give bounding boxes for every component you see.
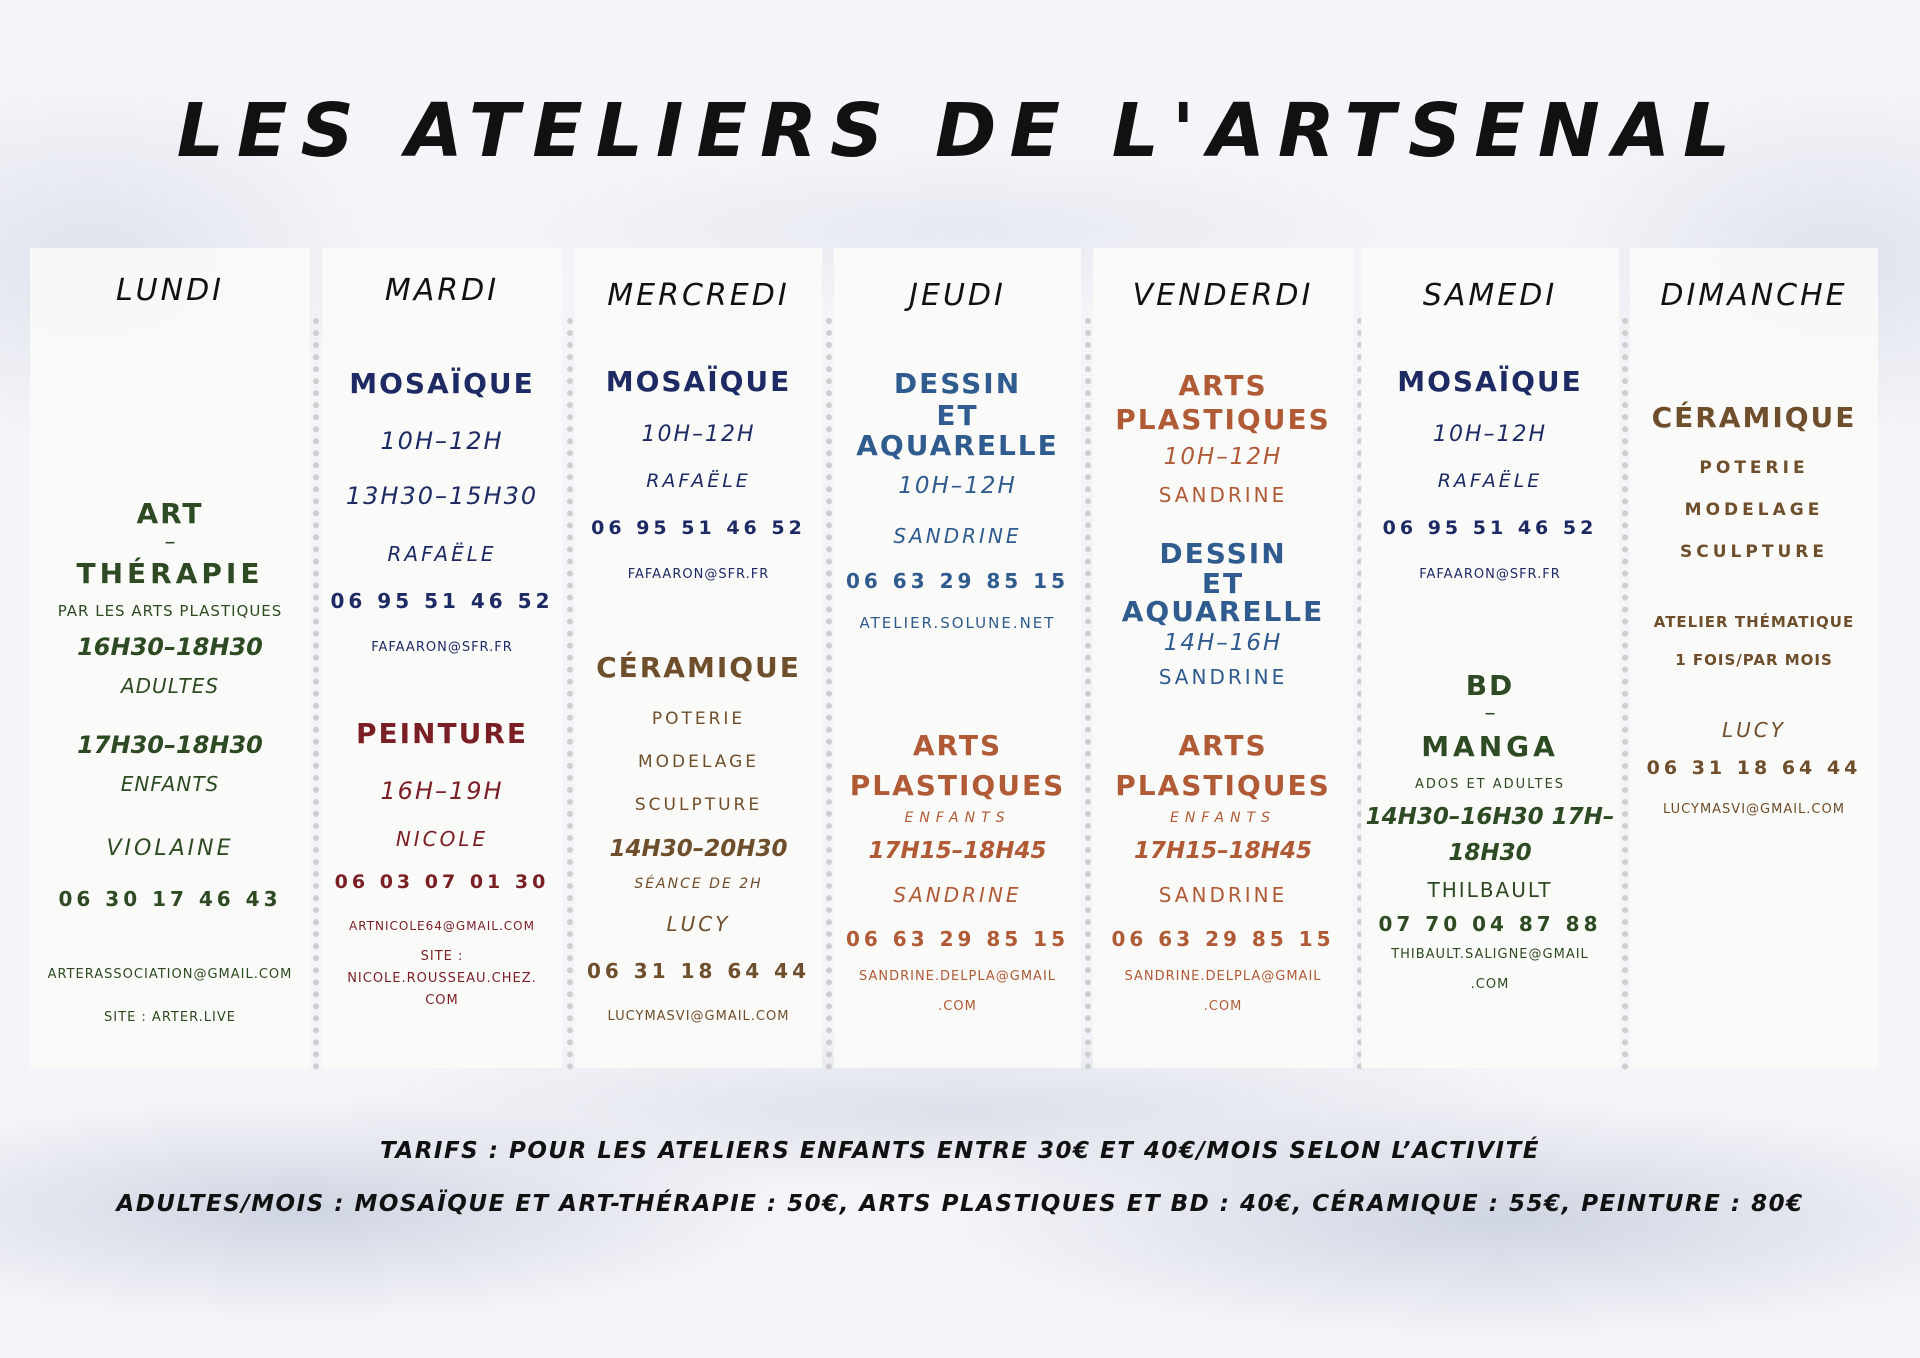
session-note: 1 FOIS/PAR MOIS (1675, 651, 1833, 669)
activity-title: ART (136, 497, 204, 530)
teacher-name: LUCY (666, 912, 731, 936)
teacher-name: THILBAULT (1427, 878, 1553, 902)
schedule-time: 18H30 (1448, 840, 1532, 866)
activity-title: THÉRAPIE (76, 557, 264, 590)
activity-title: DESSIN (1159, 537, 1287, 570)
schedule-time: 17H30–18H30 (77, 731, 263, 759)
phone-number: 06 03 07 01 30 (334, 871, 550, 893)
activity-title: ET (936, 399, 979, 432)
phone-number: 07 70 04 87 88 (1378, 912, 1602, 936)
phone-number: 06 31 18 64 44 (586, 959, 810, 983)
email-link[interactable]: ARTNICOLE64@GMAIL.COM (349, 919, 535, 933)
phone-number: 06 63 29 85 15 (845, 927, 1069, 951)
activity-subtitle: ENFANTS (904, 810, 1011, 826)
phone-number: 06 63 29 85 15 (1111, 927, 1335, 951)
activity-title: CÉRAMIQUE (1651, 401, 1857, 434)
website-link[interactable]: ATELIER.SOLUNE.NET (859, 614, 1056, 632)
column-separator (826, 318, 832, 1070)
audience-label: ENFANTS (120, 772, 220, 796)
technique-item: SCULPTURE (634, 795, 763, 815)
phone-number: 06 31 18 64 44 (1646, 757, 1862, 779)
column-separator (1622, 318, 1628, 1070)
teacher-name: SANDRINE (893, 524, 1022, 548)
pricing-adults: ADULTES/MOIS : MOSAÏQUE ET ART-THÉRAPIE : 50€, ARTS PLASTIQUES ET BD : 40€, CÉRAMIQUE : 55€, PEINTURE : 80€ (116, 1191, 1804, 1217)
schedule-time: 10H–12H (380, 427, 504, 455)
session-note: SÉANCE DE 2H (634, 876, 763, 892)
schedule-time: 13H30–15H30 (345, 482, 539, 510)
activity-subtitle: ENFANTS (1169, 810, 1277, 826)
email-link[interactable]: .COM (938, 999, 977, 1014)
day-column-samedi (1361, 248, 1619, 1068)
day-name: SAMEDI (1422, 278, 1558, 313)
email-link[interactable]: FAFAARON@SFR.FR (371, 640, 513, 655)
column-separator (567, 318, 573, 1070)
schedule-time: 10H–12H (641, 422, 756, 447)
day-name: MARDI (384, 273, 500, 308)
activity-title: ARTS (912, 729, 1003, 762)
day-column-mardi (322, 248, 562, 1068)
day-name: VENDERDI (1132, 278, 1314, 313)
email-link[interactable]: SANDRINE.DELPLA@GMAIL (858, 969, 1057, 984)
activity-title: ARTS (1178, 369, 1268, 402)
activity-title: PLASTIQUES (1115, 769, 1331, 802)
activity-title: MANGA (1421, 730, 1559, 763)
activity-title: MOSAÏQUE (605, 365, 792, 398)
title-dash: – (164, 530, 176, 555)
website-link[interactable]: COM (425, 993, 459, 1008)
schedule-time: 10H–12H (1163, 444, 1283, 470)
day-column-jeudi (834, 248, 1081, 1068)
activity-title: MOSAÏQUE (1397, 365, 1583, 398)
audience-label: ADULTES (120, 674, 220, 698)
schedule-time: 16H–19H (380, 777, 504, 805)
day-name: MERCREDI (607, 278, 790, 313)
email-link[interactable]: .COM (1203, 999, 1243, 1014)
email-link[interactable]: SANDRINE.DELPLA@GMAIL (1124, 969, 1322, 984)
teacher-name: RAFAËLE (387, 542, 497, 566)
technique-item: SCULPTURE (1680, 542, 1828, 562)
technique-item: MODELAGE (638, 752, 759, 772)
email-link[interactable]: FAFAARON@SFR.FR (1419, 567, 1561, 582)
schedule-time: 10H–12H (1432, 422, 1548, 447)
page-title: LES ATELIERS DE L'ARTSENAL (176, 88, 1744, 174)
teacher-name: RAFAËLE (646, 470, 751, 492)
phone-number: 06 95 51 46 52 (591, 517, 806, 539)
teacher-name: SANDRINE (1158, 665, 1288, 689)
email-link[interactable]: FAFAARON@SFR.FR (627, 567, 770, 582)
day-name: JEUDI (909, 278, 1006, 313)
day-column-lundi (30, 248, 310, 1068)
technique-item: MODELAGE (1684, 500, 1824, 520)
activity-title: AQUARELLE (1121, 595, 1325, 628)
activity-title: CÉRAMIQUE (596, 651, 801, 684)
activity-title: DESSIN (893, 367, 1022, 400)
teacher-name: VIOLAINE (106, 836, 234, 861)
pricing-children: TARIFS : POUR LES ATELIERS ENFANTS ENTRE 30€ ET 40€/MOIS SELON L’ACTIVITÉ (380, 1138, 1540, 1164)
activity-subtitle: PAR LES ARTS PLASTIQUES (57, 602, 283, 620)
schedule-time: 17H15–18H45 (868, 838, 1047, 864)
website-link[interactable]: NICOLE.ROUSSEAU.CHEZ. (347, 971, 537, 986)
teacher-name: SANDRINE (893, 883, 1022, 907)
email-link[interactable]: LUCYMASVI@GMAIL.COM (1663, 802, 1845, 817)
schedule-time: 14H30–16H30 17H– (1365, 804, 1615, 830)
phone-number: 06 63 29 85 15 (845, 569, 1069, 593)
activity-subtitle: ADOS ET ADULTES (1414, 777, 1566, 792)
schedule-time: 10H–12H (898, 473, 1017, 499)
website-link[interactable]: SITE : ARTER.LIVE (104, 1010, 236, 1025)
activity-title: ET (1201, 567, 1245, 600)
activity-title: PLASTIQUES (849, 769, 1066, 802)
technique-item: POTERIE (651, 709, 746, 729)
day-column-vendredi (1093, 248, 1353, 1068)
teacher-name: RAFAËLE (1437, 470, 1543, 492)
activity-title: MOSAÏQUE (349, 367, 535, 400)
column-separator (313, 318, 319, 1070)
schedule-time: 14H–16H (1163, 630, 1283, 656)
day-column-mercredi (575, 248, 822, 1068)
title-dash: – (1484, 701, 1496, 726)
activity-title: AQUARELLE (856, 429, 1059, 462)
activity-title: ARTS (1178, 729, 1268, 762)
activity-title: PLASTIQUES (1115, 403, 1331, 436)
activity-title: PEINTURE (355, 717, 529, 750)
phone-number: 06 30 17 46 43 (58, 887, 282, 911)
phone-number: 06 95 51 46 52 (1382, 517, 1598, 539)
email-link[interactable]: THIBAULT.SALIGNE@GMAIL (1391, 947, 1589, 962)
email-link[interactable]: .COM (1470, 977, 1510, 992)
email-link[interactable]: LUCYMASVI@GMAIL.COM (607, 1009, 790, 1024)
website-label: SITE : (420, 949, 464, 964)
day-column-dimanche (1630, 248, 1878, 1068)
technique-item: POTERIE (1699, 458, 1809, 478)
email-link[interactable]: ARTERASSOCIATION@GMAIL.COM (47, 967, 293, 982)
day-name: LUNDI (115, 273, 225, 308)
schedule-time: 14H30–20H30 (609, 836, 788, 862)
schedule-time: 16H30–18H30 (77, 633, 263, 661)
teacher-name: NICOLE (395, 827, 489, 851)
teacher-name: LUCY (1722, 718, 1786, 742)
column-separator (1085, 318, 1091, 1070)
activity-title: BD (1465, 669, 1515, 702)
phone-number: 06 95 51 46 52 (330, 589, 554, 613)
teacher-name: SANDRINE (1158, 883, 1288, 907)
day-name: DIMANCHE (1660, 278, 1848, 313)
teacher-name: SANDRINE (1158, 483, 1288, 507)
session-note: ATELIER THÉMATIQUE (1653, 613, 1855, 631)
schedule-time: 17H15–18H45 (1133, 838, 1313, 864)
